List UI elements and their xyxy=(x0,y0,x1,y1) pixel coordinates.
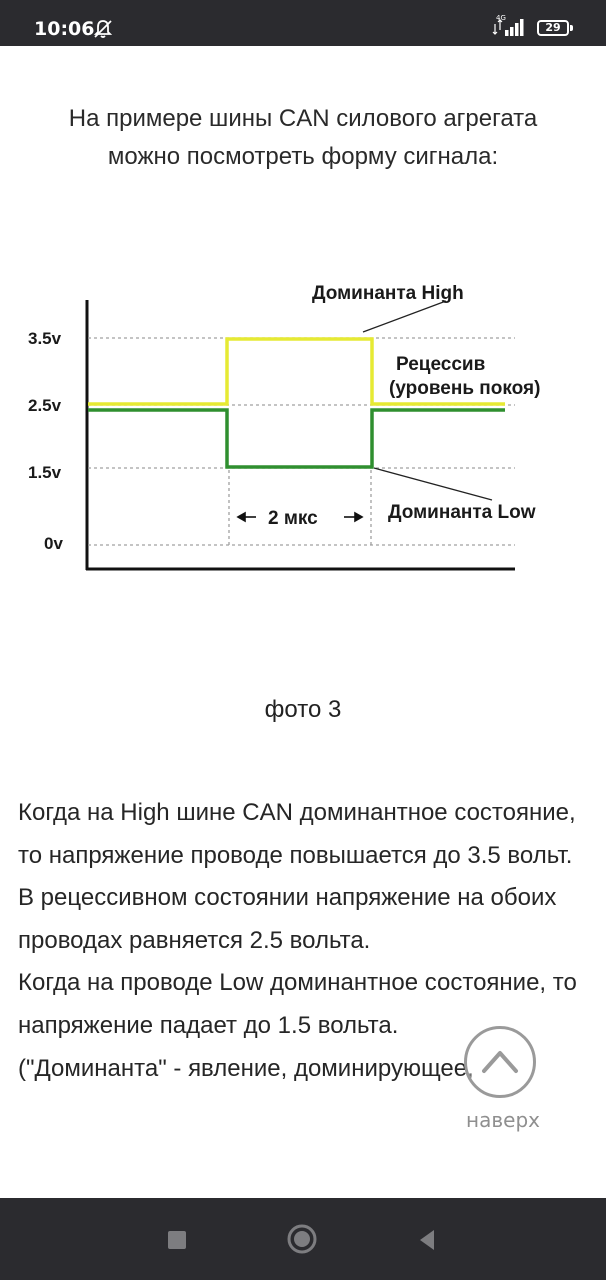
can-low-signal xyxy=(88,410,505,467)
status-bar xyxy=(0,0,606,46)
battery-level-text: 29 xyxy=(545,21,561,34)
chevron-up-icon xyxy=(467,1029,533,1095)
dominant-low-pointer xyxy=(374,468,492,500)
signal-icon xyxy=(492,16,528,43)
network-type: 4G xyxy=(496,14,506,22)
paragraph: Когда на проводе Low доминантное состояние, то напряжение падает до 1.5 вольта. xyxy=(18,969,577,1039)
dominant-high-label: Доминанта High xyxy=(312,283,464,304)
scroll-top-label[interactable]: наверх xyxy=(466,1108,540,1132)
intro-line-2: можно посмотреть форму сигнала: xyxy=(107,143,499,170)
scroll-top-button[interactable] xyxy=(460,1024,546,1140)
y-label-1-5v: 1.5v xyxy=(28,463,62,482)
intro-line-1: На примере шины CAN силового агрегата xyxy=(68,105,538,132)
y-label-0v: 0v xyxy=(44,534,63,553)
battery-icon xyxy=(537,20,569,36)
scroll-top-circle[interactable] xyxy=(464,1026,536,1098)
paragraph: В рецессивном состоянии напряжение на обоих проводах равняется 2.5 вольта. xyxy=(18,884,557,954)
y-label-3-5v: 3.5v xyxy=(28,329,62,348)
status-time: 10:06 xyxy=(34,18,95,40)
home-icon[interactable] xyxy=(286,1223,318,1260)
paragraph: ("Доминанта" - явление, доминирующее, xyxy=(18,1054,474,1082)
intro-text xyxy=(0,100,606,176)
recessive-label-1: Рецессив xyxy=(396,354,486,375)
can-signal-diagram xyxy=(0,270,606,590)
recessive-label-2: (уровень покоя) xyxy=(389,378,541,399)
back-icon[interactable] xyxy=(416,1228,438,1257)
battery-tip xyxy=(570,25,573,31)
duration-label: 2 мкс xyxy=(268,508,318,529)
recents-icon[interactable] xyxy=(168,1231,186,1249)
photo-caption: фото 3 xyxy=(264,696,342,723)
dominant-low-label: Доминанта Low xyxy=(388,502,536,523)
navigation-bar xyxy=(0,1198,606,1280)
dominant-high-pointer xyxy=(363,301,446,332)
bell-off-icon xyxy=(92,18,114,45)
paragraph: Когда на High шине CAN доминантное состояние, то напряжение проводе повышается до 3.5 вольт. xyxy=(18,799,576,869)
y-label-2-5v: 2.5v xyxy=(28,396,62,415)
